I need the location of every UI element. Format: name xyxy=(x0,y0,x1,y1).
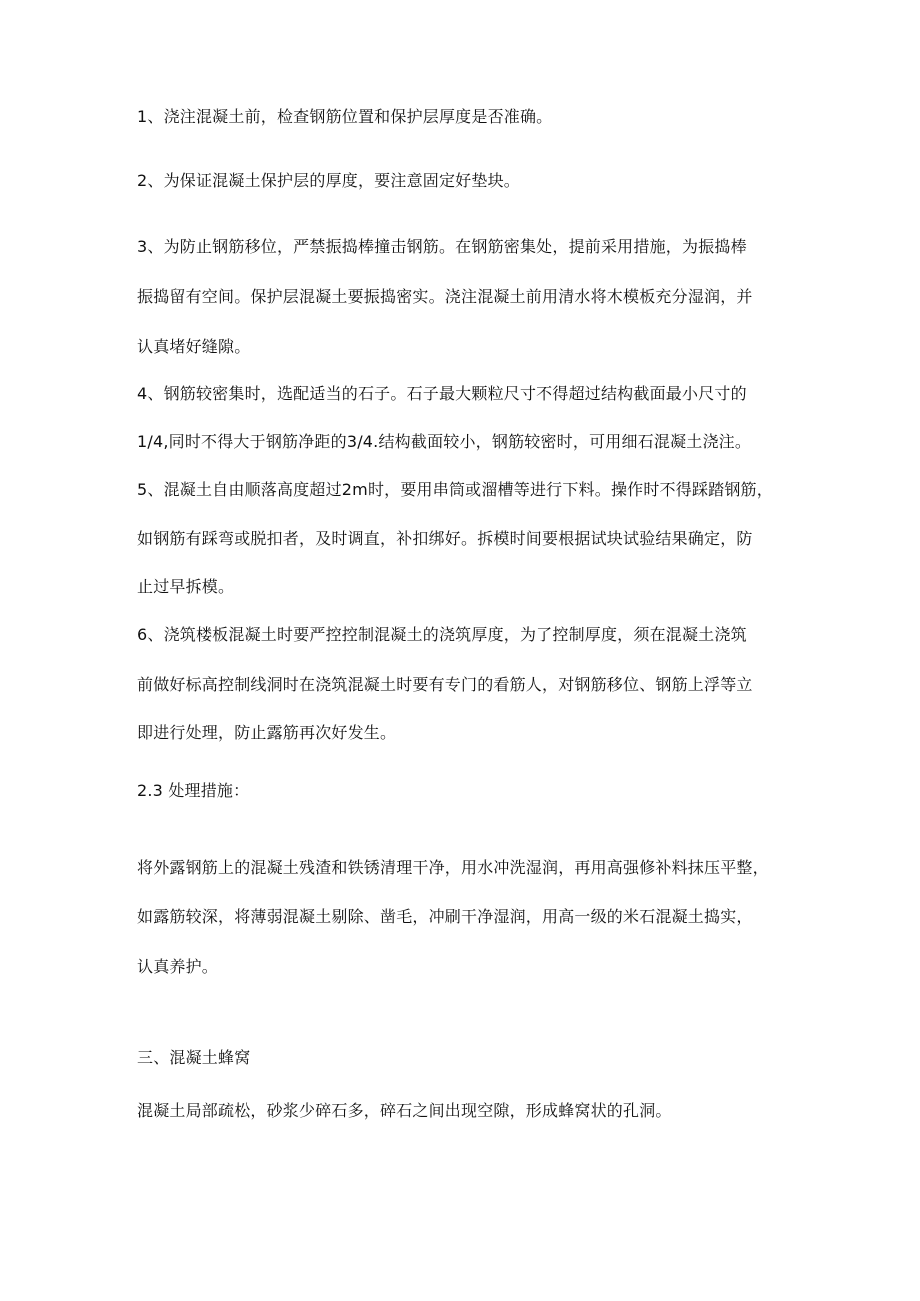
text-line: 2、为保证混凝土保护层的厚度，要注意固定好垫块。 xyxy=(137,171,520,190)
text-line: 如钢筋有踩弯或脱扣者，及时调直，补扣绑好。拆模时间要根据试块试验结果确定，防 xyxy=(137,529,753,548)
text-line: 混凝土局部疏松，砂浆少碎石多，碎石之间出现空隙，形成蜂窝状的孔洞。 xyxy=(137,1101,672,1120)
text-line: 即进行处理，防止露筋再次好发生。 xyxy=(137,723,397,742)
text-line: 5、混凝土自由顺落高度超过2m时，要用串筒或溜槽等进行下料。操作时不得踩踏钢筋， xyxy=(137,480,773,499)
text-line: 1、浇注混凝土前，检查钢筋位置和保护层厚度是否准确。 xyxy=(137,107,553,126)
section-heading: 2.3 处理措施： xyxy=(137,781,250,800)
section-heading: 三、混凝土蜂窝 xyxy=(137,1048,251,1067)
text-line: 3、为防止钢筋移位，严禁振捣棒撞击钢筋。在钢筋密集处，提前采用措施，为振捣棒 xyxy=(137,237,747,256)
text-line: 4、钢筋较密集时，选配适当的石子。石子最大颗粒尺寸不得超过结构截面最小尺寸的 xyxy=(137,384,747,403)
text-line: 如露筋较深，将薄弱混凝土剔除、凿毛，冲刷干净湿润，用高一级的米石混凝土捣实， xyxy=(137,907,753,926)
text-line: 认真养护。 xyxy=(137,957,219,976)
text-line: 止过早拆模。 xyxy=(137,577,235,596)
text-line: 1/4,同时不得大于钢筋净距的3/4.结构截面较小，钢筋较密时，可用细石混凝土浇注。 xyxy=(137,432,752,451)
text-line: 认真堵好缝隙。 xyxy=(137,337,251,356)
text-line: 将外露钢筋上的混凝土残渣和铁锈清理干净，用水冲洗湿润，再用高强修补料抹压平整， xyxy=(137,858,769,877)
text-line: 6、浇筑楼板混凝土时要严控控制混凝土的浇筑厚度，为了控制厚度，须在混凝土浇筑 xyxy=(137,625,747,644)
text-line: 前做好标高控制线洞时在浇筑混凝土时要有专门的看筋人，对钢筋移位、钢筋上浮等立 xyxy=(137,675,753,694)
text-line: 振捣留有空间。保护层混凝土要振捣密实。浇注混凝土前用清水将木模板充分湿润，并 xyxy=(137,287,753,306)
